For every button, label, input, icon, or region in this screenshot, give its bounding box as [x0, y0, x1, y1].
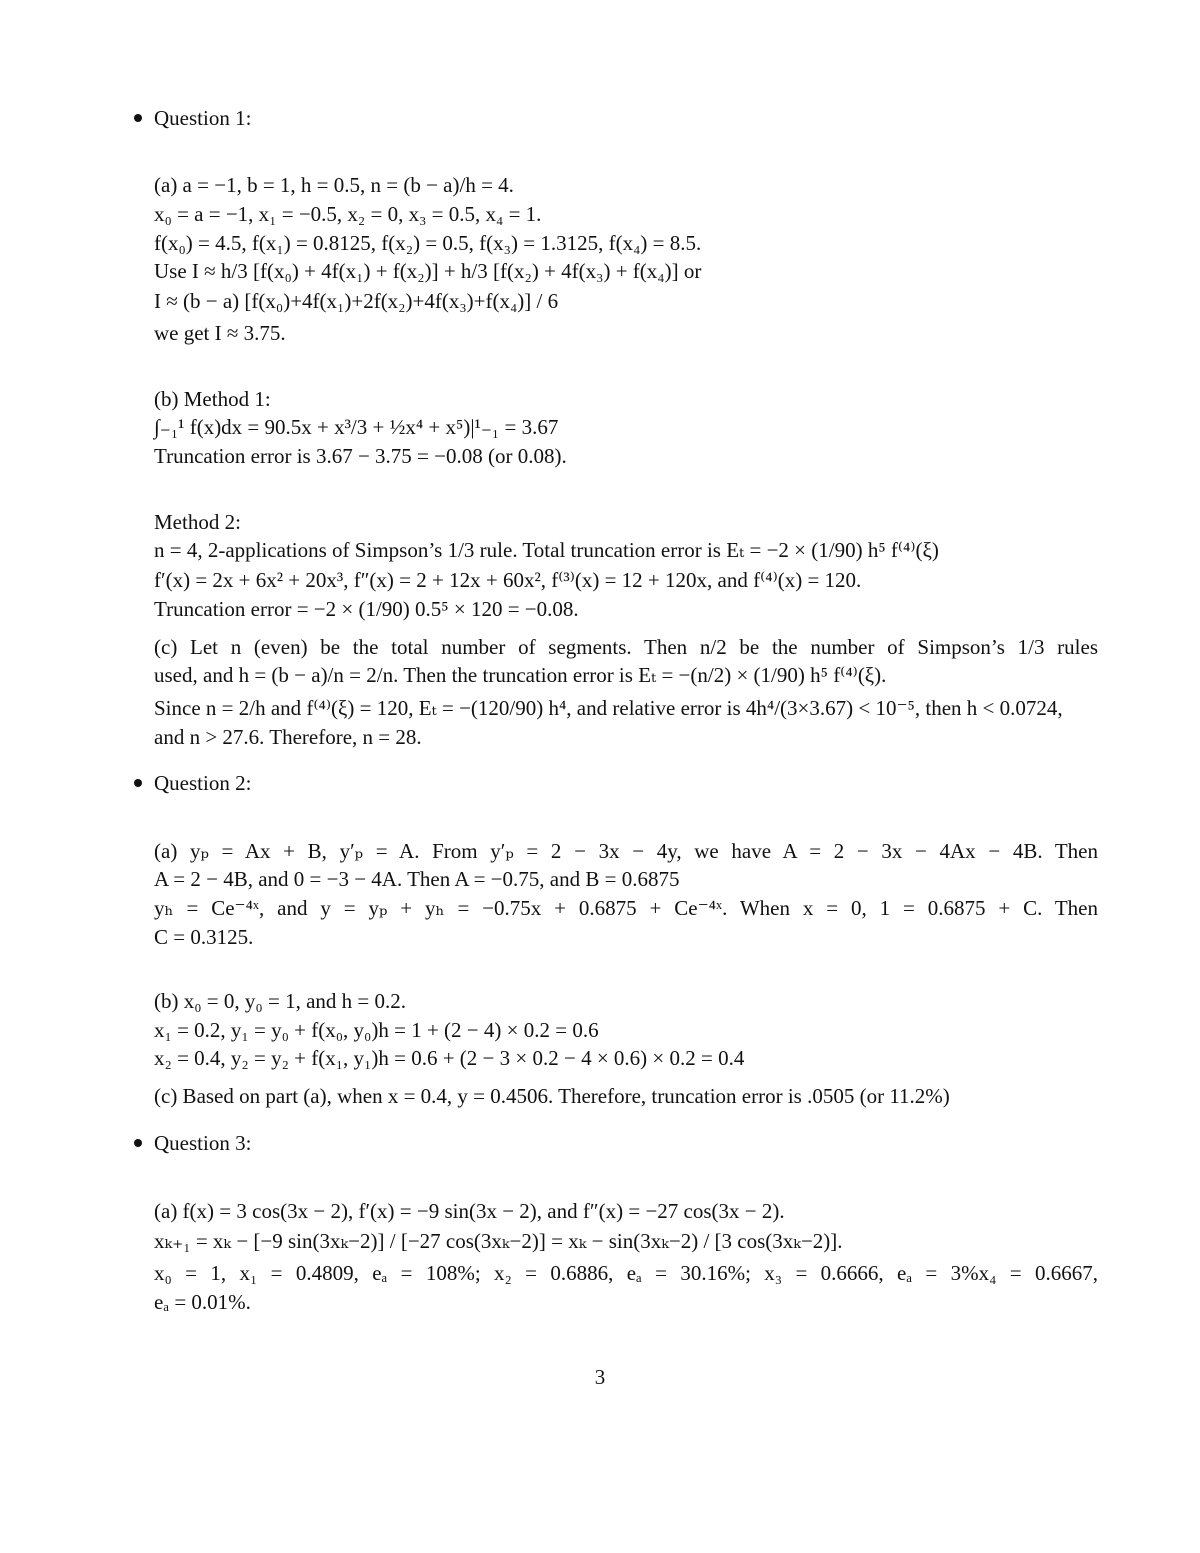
q1-line: x₀ = a = −1, x₁ = −0.5, x₂ = 0, x₃ = 0.5, x₄ = 1. — [154, 202, 542, 226]
q3-line: xₖ₊₁ = xₖ − [−9 sin(3xₖ−2)] / [−27 cos(3xₖ−2)] = xₖ − sin(3xₖ−2) / [3 cos(3xₖ−2)]. — [154, 1229, 843, 1253]
question-1-heading — [134, 106, 251, 131]
q2-line: (a) yₚ = Ax + B, y′ₚ = A. From y′ₚ = 2 − 3x − 4y, we have A = 2 − 3x − 4Ax − 4B. Then — [154, 839, 1098, 863]
bullet-icon — [134, 114, 142, 122]
question-2-heading — [134, 771, 251, 796]
q1-line: used, and h = (b − a)/n = 2/n. Then the truncation error is Eₜ = −(n/2) × (1/90) h⁵ f⁽⁴⁾(ξ). — [154, 663, 887, 687]
q2-line: (b) x₀ = 0, y₀ = 1, and h = 0.2. — [154, 989, 406, 1013]
q1-line: f(x₀) = 4.5, f(x₁) = 0.8125, f(x₂) = 0.5, f(x₃) = 1.3125, f(x₄) = 8.5. — [154, 231, 702, 255]
question-heading-text: Question 3: — [154, 1131, 252, 1155]
q2-line: yₕ = Ce⁻⁴ˣ, and y = yₚ + yₕ = −0.75x + 0.6875 + Ce⁻⁴ˣ. When x = 0, 1 = 0.6875 + C. Then — [154, 896, 1098, 920]
q1-line: (c) Let n (even) be the total number of segments. Then n/2 be the number of Simpson’s 1/3 rules — [154, 635, 1098, 659]
q1-line: Since n = 2/h and f⁽⁴⁾(ξ) = 120, Eₜ = −(120/90) h⁴, and relative error is 4h⁴/(3×3.67) < 10⁻⁵, then h < 0.0724, — [154, 696, 1063, 720]
q2-line: x₁ = 0.2, y₁ = y₀ + f(x₀, y₀)h = 1 + (2 − 4) × 0.2 = 0.6 — [154, 1018, 599, 1042]
q1-line: and n > 27.6. Therefore, n = 28. — [154, 725, 422, 749]
question-heading-text: Question 2: — [154, 771, 252, 795]
q1-line: (a) a = −1, b = 1, h = 0.5, n = (b − a)/h = 4. — [154, 173, 514, 197]
q1-line: n = 4, 2-applications of Simpson’s 1/3 rule. Total truncation error is Eₜ = −2 × (1/90) h⁵ f⁽⁴⁾(ξ) — [154, 538, 939, 562]
q2-line: x₂ = 0.4, y₂ = y₂ + f(x₁, y₁)h = 0.6 + (2 − 3 × 0.2 − 4 × 0.6) × 0.2 = 0.4 — [154, 1046, 745, 1070]
q2-line: (c) Based on part (a), when x = 0.4, y = 0.4506. Therefore, truncation error is .0505 (or 11.2%) — [154, 1084, 950, 1108]
q1-line: I ≈ (b − a) [f(x₀)+4f(x₁)+2f(x₂)+4f(x₃)+f(x₄)] / 6 — [154, 289, 559, 313]
bullet-icon — [134, 779, 142, 787]
q1-line: Truncation error is 3.67 − 3.75 = −0.08 (or 0.08). — [154, 444, 567, 468]
q2-line: A = 2 − 4B, and 0 = −3 − 4A. Then A = −0.75, and B = 0.6875 — [154, 867, 680, 891]
q1-line: Use I ≈ h/3 [f(x₀) + 4f(x₁) + f(x₂)] + h/3 [f(x₂) + 4f(x₃) + f(x₄)] or — [154, 259, 702, 283]
q1-line: f′(x) = 2x + 6x² + 20x³, f″(x) = 2 + 12x + 60x², f⁽³⁾(x) = 12 + 120x, and f⁽⁴⁾(x) = 120. — [154, 568, 862, 592]
q3-line: (a) f(x) = 3 cos(3x − 2), f′(x) = −9 sin(3x − 2), and f″(x) = −27 cos(3x − 2). — [154, 1199, 785, 1223]
page-number: 3 — [594, 1365, 606, 1389]
q2-line: C = 0.3125. — [154, 925, 254, 949]
q1-line: (b) Method 1: — [154, 387, 271, 411]
q3-line: x₀ = 1, x₁ = 0.4809, eₐ = 108%; x₂ = 0.6886, eₐ = 30.16%; x₃ = 0.6666, eₐ = 3%x₄ = 0.6667, — [154, 1261, 1098, 1285]
q1-line: we get I ≈ 3.75. — [154, 321, 286, 345]
q1-line: Truncation error = −2 × (1/90) 0.5⁵ × 120 = −0.08. — [154, 597, 579, 621]
bullet-icon — [134, 1139, 142, 1147]
q1-line: Method 2: — [154, 510, 241, 534]
question-heading-text: Question 1: — [154, 106, 252, 130]
question-3-heading — [134, 1131, 251, 1156]
q1-line: ∫₋₁¹ f(x)dx = 90.5x + x³/3 + ½x⁴ + x⁵)|¹₋₁ = 3.67 — [154, 415, 559, 439]
q3-line: eₐ = 0.01%. — [154, 1290, 251, 1314]
